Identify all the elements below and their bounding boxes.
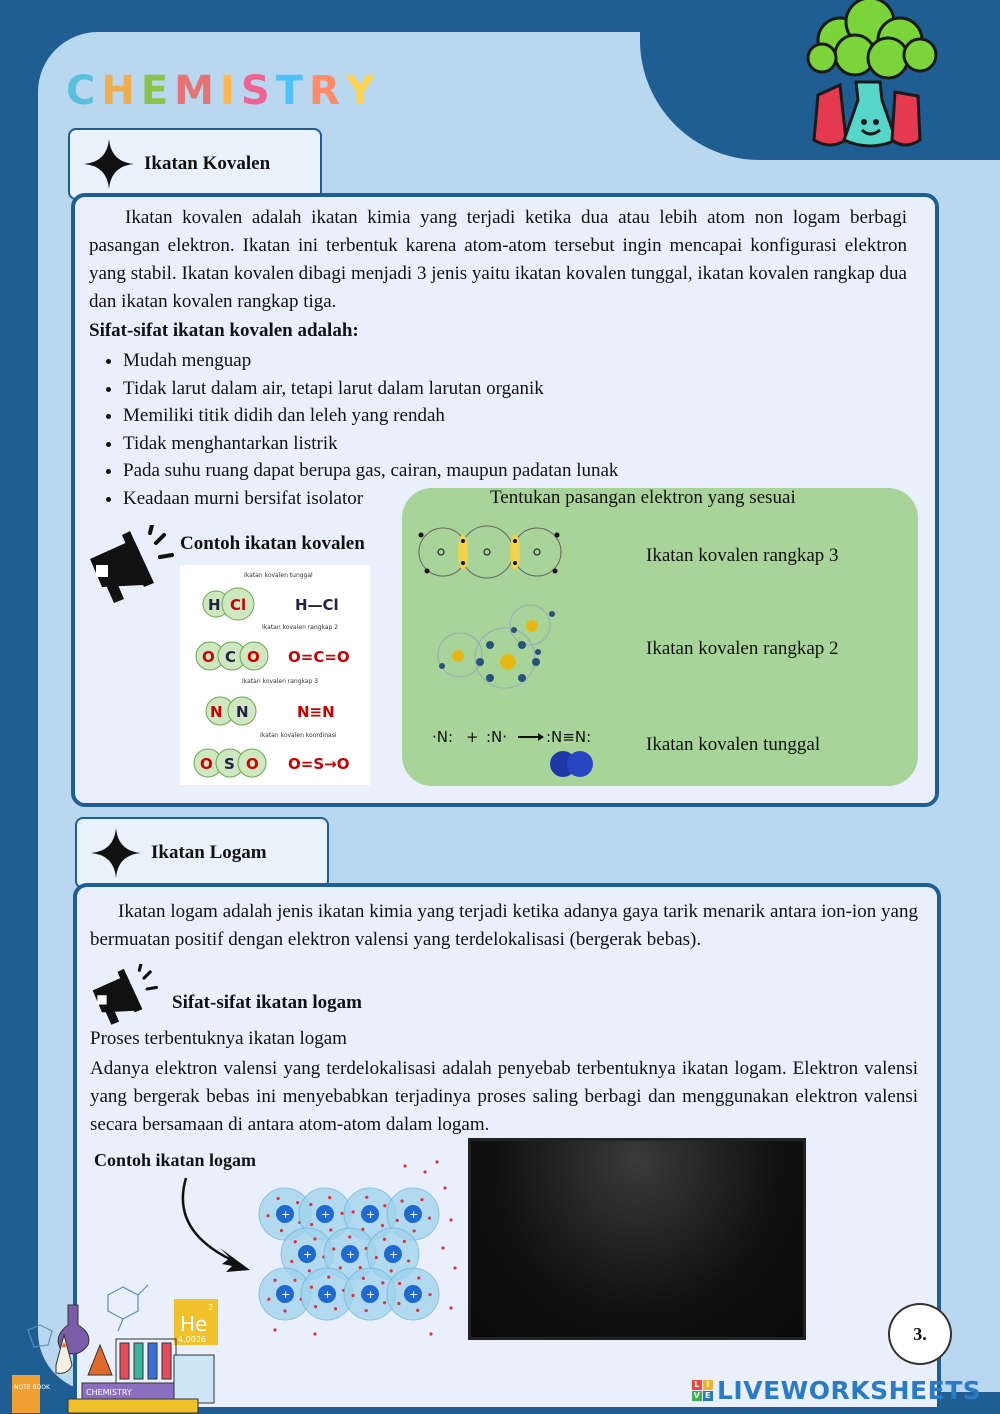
electron	[310, 1285, 313, 1288]
svg-text:N: N	[236, 703, 249, 721]
logo-letter: C	[66, 68, 98, 114]
diagram-formula: H—Cl	[295, 596, 339, 614]
diagram-label: Ikatan kovalen rangkap 3	[242, 678, 319, 685]
electron	[314, 1305, 317, 1308]
chemistry-logo	[66, 68, 377, 114]
match-option-rangkap-3[interactable]: Ikatan kovalen rangkap 3	[646, 545, 839, 566]
curved-arrow-icon	[170, 1172, 260, 1282]
svg-text:H: H	[208, 596, 221, 614]
logo-letter: I	[219, 68, 237, 114]
electron	[400, 1199, 403, 1202]
logo-letter: Y	[345, 68, 377, 114]
electron	[413, 1229, 416, 1232]
electron	[390, 1269, 393, 1272]
helium-number: 2	[208, 1303, 214, 1312]
free-electron	[313, 1332, 316, 1335]
co2-dot-diagram-draggable[interactable]	[415, 525, 565, 585]
svg-text:Cl: Cl	[230, 596, 247, 614]
page-number: 3.	[888, 1303, 952, 1365]
electron	[332, 1247, 335, 1250]
electron	[280, 1229, 283, 1232]
badge-letter: I	[703, 1380, 713, 1390]
electron	[398, 1282, 401, 1285]
list-item: • Keadaan murni bersifat isolator	[123, 485, 618, 513]
free-electron	[443, 1186, 446, 1189]
electron	[340, 1212, 343, 1215]
sparkle-star-icon	[84, 139, 134, 189]
notebook-label: NOTE BOOK	[14, 1384, 50, 1391]
electron	[381, 1224, 384, 1227]
svg-text:+: +	[466, 728, 479, 746]
metal-intro-paragraph: Ikatan logam adalah jenis ikatan kimia yang terjadi ketika adanya gaya tarik menarik antara ion-ion yang bermuatan positif dengan elektron valensi yang terdelokalisasi (bergerak bebas).	[90, 901, 918, 950]
video-player[interactable]	[468, 1138, 806, 1340]
covalent-intro-paragraph: Ikatan kovalen adalah ikatan kimia yang terjadi ketika dua atau lebih atom non logam berbagi pasangan elektron. Ikatan ini terbentuk karena atom-atom tersebut ingin mencapai konfigurasi elektron yang stabil. Ikatan kovalen dibagi menjadi 3 jenis yaitu ikatan kovalen tunggal, ikatan kovalen rangkap dua dan ikatan kovalen rangkap tiga.	[89, 207, 907, 312]
section-title: Ikatan Kovalen	[144, 153, 271, 174]
match-option-rangkap-2[interactable]: Ikatan kovalen rangkap 2	[646, 638, 839, 659]
free-electron	[435, 1160, 438, 1163]
electron	[328, 1196, 331, 1199]
electron	[309, 1203, 312, 1206]
liveworksheets-watermark	[692, 1376, 981, 1405]
svg-text::N·: :N·	[486, 728, 508, 746]
electron	[294, 1240, 297, 1243]
tab-ikatan-kovalen	[68, 128, 322, 200]
electron	[290, 1260, 293, 1263]
electron	[348, 1235, 351, 1238]
badge-letter: V	[693, 1391, 701, 1400]
electron	[416, 1309, 419, 1312]
book-label: CHEMISTRY	[86, 1388, 132, 1397]
free-electron	[449, 1218, 452, 1221]
ion-charge: +	[303, 1248, 313, 1261]
watermark-text: LIVEWORKSHEETS	[717, 1376, 982, 1405]
svg-text:O: O	[247, 648, 260, 666]
svg-text::N≡N:: :N≡N:	[546, 728, 592, 746]
electron	[276, 1197, 279, 1200]
electron	[365, 1309, 368, 1312]
electron	[313, 1237, 316, 1240]
metal-example-heading: Contoh ikatan logam	[94, 1150, 257, 1170]
chemistry-lab-decoration	[8, 1275, 228, 1414]
section-title: Ikatan Logam	[151, 842, 267, 863]
electron	[362, 1277, 365, 1280]
electron	[383, 1238, 386, 1241]
svg-text:O: O	[246, 755, 259, 773]
electron	[407, 1259, 410, 1262]
svg-text:N: N	[210, 703, 223, 721]
ion-charge: +	[409, 1208, 419, 1221]
electron	[267, 1298, 270, 1301]
free-electron	[403, 1164, 406, 1167]
metal-process-heading: Proses terbentuknya ikatan logam	[90, 1028, 347, 1049]
electron	[383, 1301, 386, 1304]
electron	[428, 1293, 431, 1296]
liveworksheets-logo-icon	[692, 1380, 713, 1401]
electron	[396, 1219, 399, 1222]
electron	[327, 1275, 330, 1278]
logo-letter: S	[240, 68, 272, 114]
metal-lattice-diagram	[255, 1158, 465, 1340]
electron	[383, 1204, 386, 1207]
electron	[329, 1228, 332, 1231]
electron	[420, 1198, 423, 1201]
ion-charge: +	[366, 1288, 376, 1301]
diagram-label: Ikatan kovalen koordinasi	[260, 732, 337, 739]
svg-text:O: O	[202, 648, 215, 666]
svg-text:C: C	[225, 648, 237, 666]
list-item: • Memiliki titik didih dan leleh yang rendah	[123, 402, 618, 430]
free-electron	[441, 1246, 444, 1249]
helium-symbol: He	[180, 1312, 208, 1336]
flask-mascot-icon	[800, 0, 950, 160]
megaphone-icon	[88, 964, 158, 1028]
diagram-formula: O=C=O	[288, 648, 350, 666]
electron	[351, 1294, 354, 1297]
electron	[352, 1210, 355, 1213]
tab-ikatan-logam	[75, 817, 329, 889]
free-electron	[429, 1332, 432, 1335]
electron	[310, 1223, 313, 1226]
helium-mass: 4,0026	[178, 1335, 206, 1344]
electron	[428, 1217, 431, 1220]
matching-title: Tentukan pasangan elektron yang sesuai	[490, 487, 796, 508]
ion-charge: +	[346, 1248, 356, 1261]
free-electron	[273, 1328, 276, 1331]
ion-charge: +	[281, 1208, 291, 1221]
logo-letter: R	[308, 68, 342, 114]
diagram-label: Ikatan kovalen tunggal	[244, 572, 313, 579]
covalent-properties-heading: Sifat-sifat ikatan kovalen adalah:	[89, 320, 359, 341]
svg-text:O: O	[200, 755, 213, 773]
list-item: • Pada suhu ruang dapat berupa gas, cairan, maupun padatan lunak	[123, 457, 618, 485]
electron	[381, 1281, 384, 1284]
list-item: • Tidak menghantarkan listrik	[123, 430, 618, 458]
free-electron	[423, 1170, 426, 1173]
list-item: • Tidak larut dalam air, tetapi larut dalam larutan organik	[123, 375, 618, 403]
electron	[403, 1240, 406, 1243]
logo-letter: M	[174, 68, 216, 114]
badge-letter: E	[703, 1391, 713, 1401]
water-molecule-draggable[interactable]	[430, 600, 560, 690]
diagram-formula: O=S→O	[288, 755, 350, 773]
n2-formation-draggable[interactable]	[430, 722, 610, 782]
logo-letter: H	[101, 68, 137, 114]
svg-text:·N:: ·N:	[432, 728, 454, 746]
electron	[308, 1269, 311, 1272]
svg-text:S: S	[224, 755, 235, 773]
ion-charge: +	[281, 1288, 291, 1301]
ion-charge: +	[389, 1248, 399, 1261]
diagram-label: Ikatan kovalen rangkap 2	[262, 624, 339, 631]
electron	[365, 1196, 368, 1199]
metal-properties-heading: Sifat-sifat ikatan logam	[172, 992, 362, 1013]
electron	[359, 1266, 362, 1269]
electron	[339, 1266, 342, 1269]
electron	[375, 1256, 378, 1259]
logo-letter: T	[275, 68, 305, 114]
free-electron	[449, 1306, 452, 1309]
electron	[293, 1279, 296, 1282]
electron	[296, 1201, 299, 1204]
electron	[334, 1307, 337, 1310]
list-item: • Mudah menguap	[123, 347, 618, 375]
electron	[283, 1309, 286, 1312]
electron	[417, 1276, 420, 1279]
ion-charge: +	[323, 1288, 333, 1301]
covalent-example-heading: Contoh ikatan kovalen	[180, 533, 365, 554]
free-electron	[453, 1266, 456, 1269]
megaphone-icon	[84, 525, 174, 607]
ion-charge: +	[321, 1208, 331, 1221]
covalent-bond-diagram	[180, 565, 370, 785]
metal-process-paragraph: Adanya elektron valensi yang terdelokalisasi adalah penyebab terbentuknya ikatan logam. Elektron valensi yang bergerak bebas ini menyebabkan terjadinya proses saling berbagi dan menggunakan elektron valensi secara bersamaan di antara atom-atom dalam logam.	[90, 1058, 918, 1135]
sparkle-star-icon	[91, 828, 141, 878]
electron	[266, 1214, 269, 1217]
ion-charge: +	[409, 1288, 419, 1301]
diagram-formula: N≡N	[297, 703, 335, 721]
match-option-tunggal[interactable]: Ikatan kovalen tunggal	[646, 734, 821, 755]
electron	[397, 1302, 400, 1305]
logo-letter: E	[140, 68, 171, 114]
electron	[273, 1279, 276, 1282]
ion-charge: +	[366, 1208, 376, 1221]
badge-letter: L	[692, 1380, 702, 1390]
